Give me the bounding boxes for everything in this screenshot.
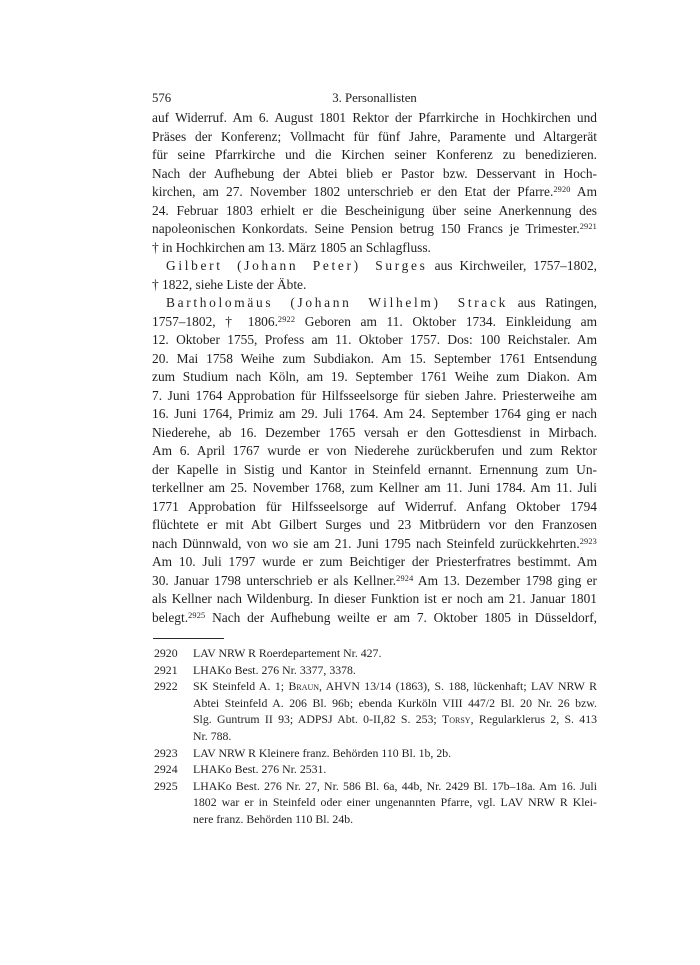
text-segment: Am 6. April 1767 wurde er von Niederehe zurückberufen und zum Rektor bbox=[152, 443, 597, 458]
text-line bbox=[152, 276, 597, 295]
text-segment: Abtei Steinfeld A. 206 Bl. 96b; ebenda Kurköln VIII 447/2 Bl. 20 Nr. 26 bzw. bbox=[193, 695, 597, 710]
text-line bbox=[193, 728, 597, 745]
text-line bbox=[152, 202, 597, 221]
text-segment: zum Studium nach Köln, am 19. September 1761 Weihe zum Diakon. Am bbox=[152, 369, 597, 384]
text-segment: aus Ratingen, bbox=[508, 295, 597, 310]
footnote-text bbox=[193, 662, 597, 679]
footnote-number: 2920 bbox=[154, 646, 178, 660]
author-smallcaps: Torsy bbox=[442, 712, 471, 727]
text-line bbox=[193, 761, 597, 778]
text-segment: , Regularklerus 2, S. 413 bbox=[470, 712, 597, 727]
text-segment: Am 13. Dezember 1798 ging er bbox=[413, 572, 597, 588]
text-line bbox=[152, 572, 597, 591]
text-segment: terkellner am 25. November 1768, zum Kellner am 11. Juni 1784. Am 11. Juli bbox=[152, 480, 597, 495]
page-number: 576 bbox=[152, 91, 172, 105]
footnote-list bbox=[152, 645, 597, 828]
text-line bbox=[152, 553, 597, 572]
text-segment: der Kapelle in Sistig und Kantor in Steinfeld ernannt. Ernennung zum Un- bbox=[152, 461, 597, 477]
text-segment: als Kellner nach Wildenburg. In dieser Funktion ist er noch am 21. Januar 1801 bbox=[152, 591, 597, 606]
footnote-text bbox=[193, 745, 597, 762]
text-line bbox=[152, 535, 597, 554]
text-segment: kirchen, am 27. November 1802 unterschrieb er den Etat der Pfarre. bbox=[152, 184, 554, 199]
text-segment: SK Steinfeld A. 1; bbox=[193, 679, 289, 694]
text-segment: LAV NRW R Roerdepartement Nr. 427. bbox=[193, 646, 382, 660]
text-line bbox=[152, 516, 597, 535]
footnote bbox=[152, 645, 597, 662]
text-line bbox=[152, 313, 597, 332]
text-segment: aus Kirchweiler, 1757–1802, bbox=[427, 258, 597, 273]
text-segment: Nach der Aufhebung der Abtei blieb er Pastor bzw. Desservant in Hoch- bbox=[152, 165, 597, 181]
text-segment: nere franz. Behörden 110 Bl. 24b. bbox=[193, 811, 354, 826]
person-name: Gilbert (Johann Peter) Surges bbox=[166, 258, 428, 273]
text-line bbox=[152, 128, 597, 147]
footnote-reference: 2923 bbox=[579, 536, 597, 546]
footnote-number: 2923 bbox=[154, 745, 178, 760]
text-line bbox=[152, 239, 597, 258]
text-line bbox=[152, 294, 597, 313]
text-segment: 1771 Approbation für Hilfsseelsorge auf Widerruf. Anfang Oktober 1794 bbox=[152, 498, 597, 514]
text-line bbox=[152, 405, 597, 424]
text-segment: LHAKo Best. 276 Nr. 27, Nr. 586 Bl. 6a, 44b, Nr. 2429 Bl. 17b–18a. Am 16. Juli bbox=[193, 778, 597, 793]
footnotes-section bbox=[152, 627, 597, 828]
page-header bbox=[152, 90, 597, 106]
text-segment: , AHVN 13/14 (1863), S. 188, lückenhaft; LAV NRW R bbox=[319, 679, 597, 694]
text-segment: nach Dünnwald, von wo sie am 21. Juni 1795 nach Steinfeld zurückkehrten. bbox=[152, 535, 580, 551]
text-segment: auf Widerruf. Am 6. August 1801 Rektor der Pfarrkirche in Hochkirchen und bbox=[152, 110, 597, 125]
text-segment: Am 10. Juli 1797 wurde er zum Beichtiger der Priesterfratres bestimmt. Am bbox=[152, 554, 597, 569]
text-line bbox=[152, 165, 597, 184]
footnote-text bbox=[193, 678, 597, 744]
text-segment: Slg. Guntrum II 93; ADPSJ Abt. 0-II,82 S. 253; bbox=[193, 712, 443, 727]
footnote bbox=[152, 678, 597, 744]
footnote-reference: 2925 bbox=[188, 610, 206, 620]
footnote-text bbox=[193, 761, 597, 778]
text-line bbox=[152, 257, 597, 276]
text-segment: 20. Mai 1758 Weihe zum Subdiakon. Am 15. September 1761 Entsendung bbox=[152, 350, 597, 366]
text-segment: LHAKo Best. 276 Nr. 3377, 3378. bbox=[193, 662, 356, 677]
text-line bbox=[152, 109, 597, 128]
text-line bbox=[152, 479, 597, 498]
text-line bbox=[193, 794, 597, 811]
text-line bbox=[193, 745, 597, 762]
footnote-number: 2922 bbox=[154, 679, 178, 694]
text-line bbox=[193, 695, 597, 712]
footnote bbox=[152, 662, 597, 679]
text-line bbox=[152, 183, 597, 202]
text-line bbox=[152, 442, 597, 461]
footnote-reference: 2924 bbox=[396, 573, 414, 583]
text-line bbox=[152, 220, 597, 239]
footnote bbox=[152, 761, 597, 778]
text-segment: Geboren am 11. Oktober 1734. Einkleidung am bbox=[295, 313, 597, 329]
footnote-text bbox=[193, 645, 597, 662]
text-line bbox=[193, 662, 597, 679]
footnote-reference: 2921 bbox=[579, 222, 597, 232]
footnote-number: 2925 bbox=[154, 778, 178, 793]
text-line bbox=[152, 461, 597, 480]
footnote-reference: 2920 bbox=[553, 185, 571, 195]
text-line bbox=[152, 350, 597, 369]
footnote bbox=[152, 778, 597, 828]
text-segment: LAV NRW R Kleinere franz. Behörden 110 Bl. 1b, 2b. bbox=[193, 745, 452, 760]
text-line bbox=[152, 146, 597, 165]
text-segment: LHAKo Best. 276 Nr. 2531. bbox=[193, 762, 327, 777]
running-title: 3. Personallisten bbox=[332, 91, 417, 105]
text-segment: flüchtete er mit Abt Gilbert Surges und 23 Mitbrüdern vor den Franzosen bbox=[152, 517, 597, 532]
text-segment: 24. Februar 1803 erhielt er die Bescheinigung über seine Anerkennung des bbox=[152, 202, 597, 218]
text-line bbox=[152, 331, 597, 350]
body-text bbox=[152, 109, 597, 627]
text-line bbox=[152, 590, 597, 609]
text-segment: 30. Januar 1798 unterschrieb er als Kellner. bbox=[152, 572, 397, 588]
text-line bbox=[193, 678, 597, 695]
footnote-number: 2924 bbox=[154, 762, 178, 777]
person-name: Bartholomäus (Johann Wilhelm) Strack bbox=[166, 295, 508, 310]
text-line bbox=[193, 645, 597, 662]
text-segment: 16. Juni 1764, Primiz am 29. Juli 1764. Am 24. September 1764 ging er nach bbox=[152, 406, 597, 421]
text-segment: † in Hochkirchen am 13. März 1805 an Schlagfluss. bbox=[152, 239, 431, 255]
text-segment: 12. Oktober 1755, Profess am 11. Oktober 1757. Dos: 100 Reichstaler. Am bbox=[152, 332, 597, 347]
text-segment: 7. Juni 1764 Approbation für Hilfsseelsorge für sieben Jahre. Priesterweihe am bbox=[152, 387, 597, 403]
text-segment: 1802 war er in Steinfeld oder einer ungenannten Pfarre, vgl. LAV NRW R Klei- bbox=[193, 795, 597, 810]
footnote bbox=[152, 745, 597, 762]
text-line bbox=[152, 387, 597, 406]
text-line bbox=[193, 811, 597, 828]
text-segment: für seine Pfarrkirche und die Kirchen seiner Konferenz zu benedizieren. bbox=[152, 147, 597, 162]
text-segment: Niederehe, ab 16. Dezember 1765 versah er den Gottesdienst in Mirbach. bbox=[152, 424, 597, 440]
text-segment: Nr. 788. bbox=[193, 728, 232, 743]
text-segment: Nach der Aufhebung weilte er am 7. Oktober 1805 in Düsseldorf, bbox=[205, 609, 597, 625]
footnote-separator bbox=[153, 638, 224, 639]
text-segment: belegt. bbox=[152, 609, 189, 625]
text-line bbox=[193, 711, 597, 728]
author-smallcaps: Braun bbox=[288, 679, 320, 694]
text-line bbox=[152, 609, 597, 628]
text-segment: 1757–1802, † 1806. bbox=[152, 313, 278, 329]
text-line bbox=[152, 424, 597, 443]
text-segment: napoleonischen Konkordats. Seine Pension betrug 150 Francs je Trimester. bbox=[152, 221, 580, 236]
text-segment: Präses der Konferenz; Vollmacht für fünf Jahre, Paramente und Altargerät bbox=[152, 128, 597, 144]
text-segment: † 1822, siehe Liste der Äbte. bbox=[152, 276, 307, 292]
footnote-number: 2921 bbox=[154, 662, 178, 677]
text-line bbox=[152, 368, 597, 387]
text-segment: Am bbox=[570, 184, 597, 199]
footnote-reference: 2922 bbox=[277, 314, 296, 324]
text-line bbox=[152, 498, 597, 517]
text-line bbox=[193, 778, 597, 795]
footnote-text bbox=[193, 778, 597, 828]
